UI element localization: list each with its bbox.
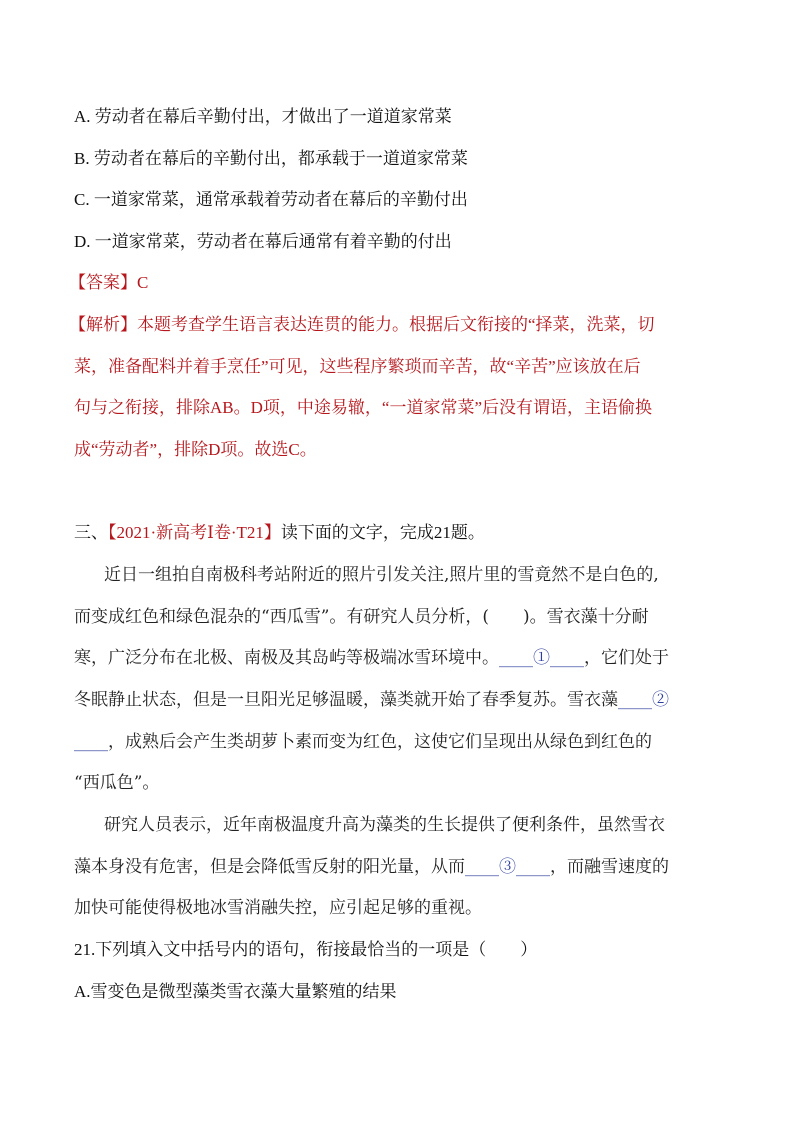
- passage-text: ，它们处于: [584, 648, 669, 668]
- analysis-text: 本题考查学生语言表达连贯的能力。根据后文衔接的: [137, 315, 528, 334]
- passage-text: 藻本身没有危害，但是会降低雪反射的阳光量，从而: [74, 857, 465, 877]
- passage-text: 冬眠静止状态，但是一旦阳光足够温暖，藻类就开始了春季复苏。雪衣藻: [74, 690, 618, 710]
- option-letter: C.: [74, 190, 90, 209]
- passage-text: ，而融雪速度的: [550, 857, 669, 877]
- passage-line: 研究人员表示，近年南极温度升高为藻类的生长提供了便利条件，虽然雪衣: [104, 815, 665, 835]
- section-heading: [74, 522, 485, 544]
- option-b: [74, 148, 468, 170]
- question-stem: 21.下列填入文中括号内的语句，衔接最恰当的一项是（ ）: [74, 940, 538, 959]
- option-a: [74, 106, 452, 128]
- option-text: 一道家常菜，劳动者在幕后通常有着辛勤的付出: [94, 232, 452, 251]
- section-instruction: 读下面的文字，完成21题。: [280, 523, 485, 542]
- passage-line: “西瓜色”。: [74, 773, 160, 793]
- section-prefix: 三、: [74, 523, 108, 542]
- passage-line: 而变成红色和绿色混杂的“西瓜雪”。有研究人员分析，( )。雪衣藻十分耐: [74, 607, 649, 627]
- analysis-line-2: [74, 356, 641, 378]
- analysis-line-4: [74, 439, 317, 461]
- answer-label: 【答案】: [69, 273, 137, 292]
- analysis-text: 应该放在后: [555, 357, 641, 376]
- passage-text: 寒，广泛分布在北极、南极及其岛屿等极端冰雪环境中。: [74, 648, 499, 668]
- passage-line: [74, 647, 669, 669]
- analysis-line-3: [74, 397, 652, 419]
- analysis-text: 成“劳动者”，排除D项。故选C。: [74, 440, 317, 459]
- option-text: 劳动者在幕后辛勤付出，才做出了一道道家常菜: [94, 107, 452, 126]
- option-c: [74, 189, 468, 211]
- blank-2: ____②: [618, 690, 669, 710]
- passage-line: 加快可能使得极地冰雪消融失控，应引起足够的重视。: [74, 898, 482, 918]
- option-letter: B.: [74, 149, 90, 168]
- blank-1: ____①____: [499, 648, 584, 668]
- analysis-label: 【解析】: [69, 315, 137, 334]
- answer-value: C: [137, 273, 149, 292]
- option-letter: A.: [74, 107, 91, 126]
- analysis-quote: “一道家常菜”后没有谓语，主语偷换: [381, 398, 652, 417]
- option-text: 一道家常菜，通常承载着劳动者在幕后的辛勤付出: [93, 190, 468, 209]
- option-d: [74, 231, 452, 253]
- passage-line: 近日一组拍自南极科考站附近的照片引发关注,照片里的雪竟然不是白色的,: [104, 565, 659, 585]
- analysis-line-1: [69, 314, 655, 336]
- analysis-text: 句与之衔接，排除AB。D项，中途易辙，: [74, 398, 382, 417]
- blank-2-tail: ____: [74, 732, 108, 752]
- question-option-a: A.雪变色是微型藻类雪衣藻大量繁殖的结果: [74, 982, 397, 1001]
- analysis-quote: 菜，准备配料并着手烹任”: [74, 357, 269, 376]
- passage-line: [74, 731, 652, 753]
- option-letter: D.: [74, 232, 91, 251]
- passage-text: ，成熟后会产生类胡萝卜素而变为红色，这使它们呈现出从绿色到红色的: [108, 732, 652, 752]
- passage-line: [74, 856, 669, 878]
- section-source: 【2021·新高考Ⅰ卷·T21】: [108, 523, 281, 542]
- blank-3: ____③____: [465, 857, 550, 877]
- answer-line: [69, 272, 148, 294]
- analysis-quote: “辛苦”: [506, 357, 556, 376]
- analysis-quote: “择菜，洗菜，切: [528, 315, 655, 334]
- option-text: 劳动者在幕后的辛勤付出，都承载于一道道家常菜: [93, 149, 468, 168]
- analysis-text: 可见，这些程序繁琐而辛苦，故: [268, 357, 507, 376]
- passage-line: [74, 689, 669, 711]
